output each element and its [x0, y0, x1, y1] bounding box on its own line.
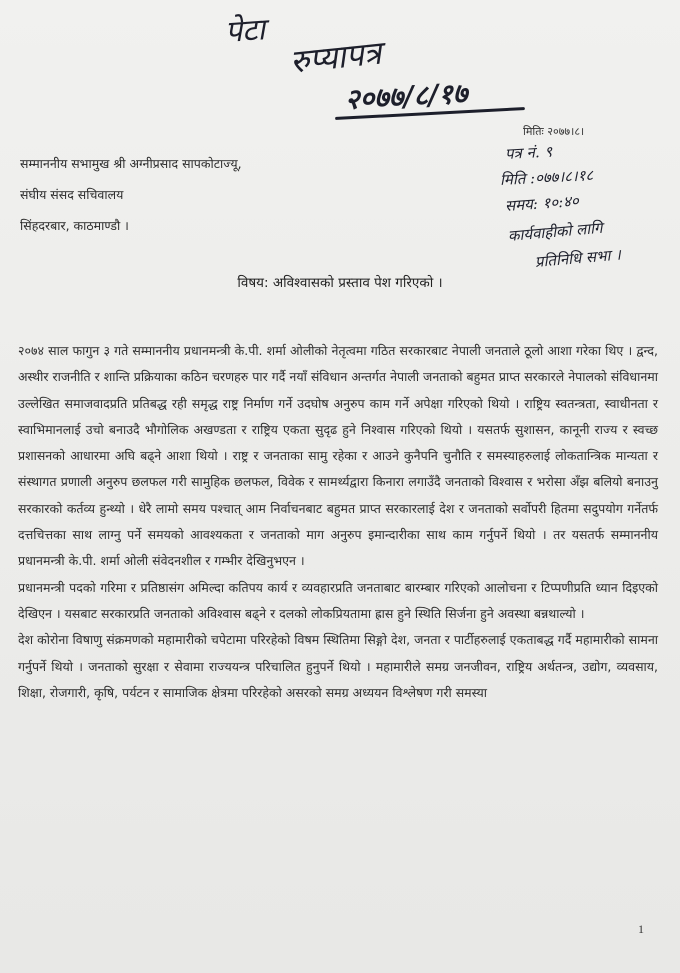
- addressee-name: सम्माननीय सभामुख श्री अग्नीप्रसाद सापकोटाज्यू,: [20, 156, 242, 171]
- subject-line: विषय: अविश्वासको प्रस्ताव पेश गरिएको ।: [237, 275, 443, 291]
- registry-time: समय: १०:४०: [504, 191, 580, 215]
- handwritten-header-date: २०७७/८/१७: [344, 76, 469, 116]
- handwritten-header-line1: पेटा: [223, 12, 267, 50]
- paragraph: देश कोरोना विषाणु संक्रमणको महामारीको चपेटामा परिरहेको विषम स्थितिमा सिङ्गो देश, जनता र पार्टीहरुलाई एकताबद्ध गर्दै महामारीको सामना गर्नुपर्ने थियो । जनताको सुरक्षा र सेवामा राज्ययन्त्र परिचालित हुनुपर्ने थियो । महामारीले समग्र जनजीवन, राष्ट्रिय अर्थतन्त्र, उद्योग, व्यवसाय, शिक्षा, रोजगारी, कृषि, पर्यटन र सामाजिक क्षेत्रमा परिरहेको असरको समग्र अध्ययन विश्लेषण गरी समस्या: [18, 632, 658, 700]
- addressee-location: सिंहदरबार, काठमाण्डौ ।: [20, 218, 129, 233]
- page-number: 1: [638, 922, 644, 936]
- paragraph: प्रधानमन्त्री पदको गरिमा र प्रतिष्ठासंग अमिल्दा कतिपय कार्य र व्यवहारप्रति जनताबाट बारम्बार गरिएको आलोचना र टिप्पणीप्रति ध्यान दिइएको देखिएन । यसबाट सरकारप्रति जनताको अविश्वास बढ्ने र दलको लोकप्रियतामा ह्रास हुने स्थिति सिर्जना हुने अवस्था बन्नथाल्यो ।: [18, 579, 658, 621]
- letter-body: [18, 338, 658, 706]
- addressee-block: [20, 148, 242, 241]
- registry-letter-number: पत्र नं. ९: [504, 142, 553, 163]
- registry-date: मिति :०७७।८।१८: [499, 166, 594, 189]
- registry-note: कार्यवाहीको लागि: [507, 218, 604, 245]
- handwritten-header-line2: रुप्यापत्र: [288, 33, 384, 81]
- registry-recipient: प्रतिनिधि सभा ।: [534, 245, 622, 271]
- printed-date: मितिः २०७७।८।: [523, 125, 585, 138]
- addressee-office: संघीय संसद सचिवालय: [20, 187, 124, 202]
- paragraph: २०७४ साल फागुन ३ गते सम्माननीय प्रधानमन्त्री के.पी. शर्मा ओलीको नेतृत्वमा गठित सरकारबाट नेपाली जनताले ठूलो आशा गरेका थिए । द्वन्द, अस्थीर राजनीति र शान्ति प्रक्रियाका कठिन चरणहरु पार गर्दै नयाँ संविधान अन्तर्गत नेपाली जनताको बहुमत प्राप्त सरकारले नेपालको संविधानमा उल्लेखित समाजवादप्रति प्रतिबद्ध रही समृद्ध राष्ट्र निर्माण गर्ने उदघोष अनुरुप काम गर्ने अपेक्षा गरिएको थियो । राष्ट्रिय स्वतन्त्रता, स्वाधीनता र स्वाभिमानलाई उचो बनाउदै भौगोलिक अखण्डता र राष्ट्रिय एकता सुदृढ हुने निश्वास गरिएको थियो । यसतर्फ सुशासन, कानूनी राज्य र स्वच्छ प्रशासनको आधारमा अघि बढ्ने आशा थियो । राष्ट्र र जनताका सामु रहेका र आउने कुनैपनि चुनौति र समस्याहरुलाई लोकतान्त्रिक मान्यता र संस्थागत प्रणाली अनुरुप छलफल गरी सामुहिक छलफल, विवेक र सामर्थ्यद्वारा किनारा लगाउँदै जनताको विश्वास र भरोसा अँझ बलियो बनाउनु सरकारको कर्तव्य हुन्थ्यो । धेरै लामो समय पश्चात् आम निर्वाचनबाट बहुमत प्राप्त सरकारलाई देश र जनताको सर्वोपरी हितमा सदुपयोग गर्नेतर्फ दत्तचित्तका साथ लाग्नु पर्ने समयको आवश्यकता र जनताको माग अनुरुप इमान्दारीका साथ काम गर्नुपर्ने थियो । तर यसतर्फ सम्माननीय प्रधानमन्त्री के.पी. शर्मा ओली संवेदनशील र गम्भीर देखिनुभएन ।: [18, 343, 658, 569]
